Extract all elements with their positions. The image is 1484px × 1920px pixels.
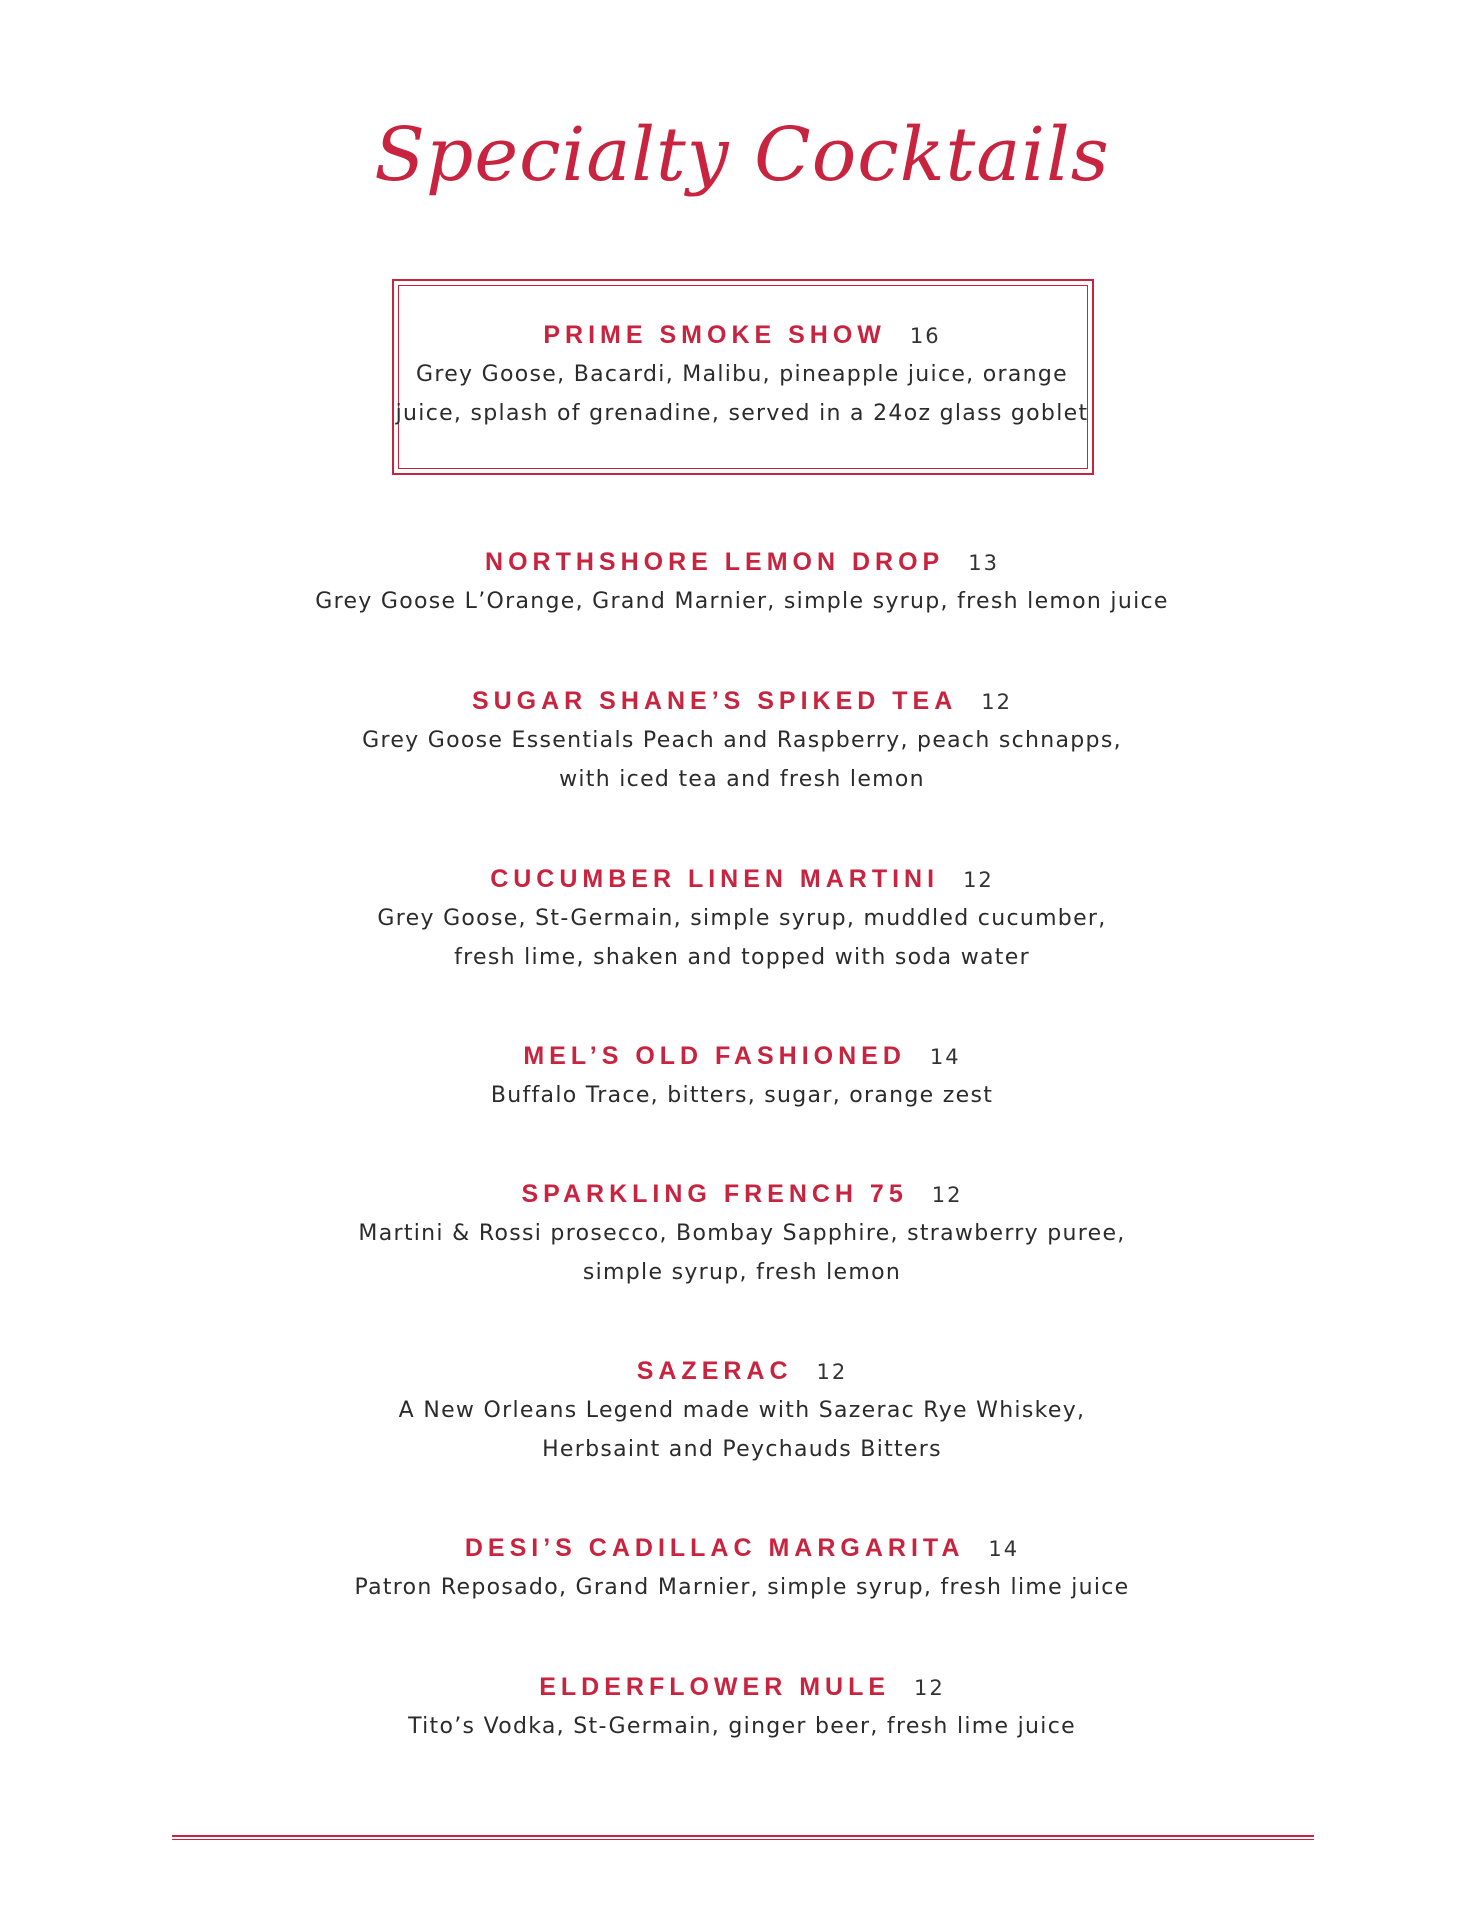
menu-item [0, 1528, 1484, 1607]
item-header [0, 1528, 1484, 1568]
menu-item [0, 859, 1484, 977]
item-header [0, 315, 1484, 355]
item-header [0, 542, 1484, 582]
item-price: 12 [816, 1360, 848, 1384]
item-header [0, 1667, 1484, 1707]
item-header [0, 1174, 1484, 1214]
featured-item [0, 315, 1484, 433]
item-name: SPARKLING FRENCH 75 [521, 1180, 908, 1208]
item-price: 12 [914, 1676, 945, 1700]
item-description-line: Buffalo Trace, bitters, sugar, orange zest [490, 1083, 994, 1108]
item-description-line: Tito’s Vodka, St-Germain, ginger beer, fresh lime juice [408, 1714, 1076, 1739]
item-header [0, 1351, 1484, 1391]
item-description-line: Patron Reposado, Grand Marnier, simple syrup, fresh lime juice [354, 1575, 1130, 1600]
menu-item [0, 681, 1484, 799]
item-description-line: Martini & Rossi prosecco, Bombay Sapphire, strawberry puree, [358, 1221, 1126, 1246]
item-description-line: with iced tea and fresh lemon [559, 767, 925, 792]
item-header [0, 859, 1484, 899]
menu-title: Specialty Cocktails [374, 112, 1110, 198]
item-description-line: Grey Goose, Bacardi, Malibu, pineapple juice, orange [416, 362, 1068, 387]
item-price: 13 [968, 551, 999, 575]
item-price: 14 [929, 1045, 961, 1069]
menu-item [0, 1667, 1484, 1746]
item-description-line: simple syrup, fresh lemon [582, 1260, 902, 1285]
item-description-line: Grey Goose Essentials Peach and Raspberry, peach schnapps, [362, 728, 1122, 753]
menu-item [0, 1036, 1484, 1115]
menu-item [0, 1174, 1484, 1292]
item-name: SUGAR SHANE’S SPIKED TEA [471, 687, 958, 715]
item-description-line: juice, splash of grenadine, served in a 24oz glass goblet [395, 401, 1089, 426]
item-name: ELDERFLOWER MULE [539, 1673, 891, 1701]
item-price: 12 [981, 690, 1013, 714]
item-name: MEL’S OLD FASHIONED [523, 1042, 906, 1070]
item-price: 12 [963, 868, 994, 892]
footer-divider [172, 1835, 1314, 1837]
item-description-line: fresh lime, shaken and topped with soda water [454, 945, 1030, 970]
item-description-line: A New Orleans Legend made with Sazerac Rye Whiskey, [398, 1398, 1086, 1423]
menu-item [0, 1351, 1484, 1469]
item-name: PRIME SMOKE SHOW [543, 321, 886, 349]
menu-item [0, 542, 1484, 621]
item-header [0, 681, 1484, 721]
item-name: SAZERAC [636, 1357, 793, 1385]
item-price: 12 [931, 1183, 963, 1207]
item-description-line: Grey Goose, St-Germain, simple syrup, muddled cucumber, [377, 906, 1107, 931]
item-header [0, 1036, 1484, 1076]
item-name: DESI’S CADILLAC MARGARITA [464, 1534, 965, 1562]
item-name: CUCUMBER LINEN MARTINI [490, 865, 940, 893]
item-price: 16 [909, 324, 941, 348]
item-name: NORTHSHORE LEMON DROP [485, 548, 945, 576]
item-description-line: Herbsaint and Peychauds Bitters [542, 1437, 942, 1462]
item-price: 14 [988, 1537, 1020, 1561]
item-description-line: Grey Goose L’Orange, Grand Marnier, simple syrup, fresh lemon juice [315, 589, 1169, 614]
